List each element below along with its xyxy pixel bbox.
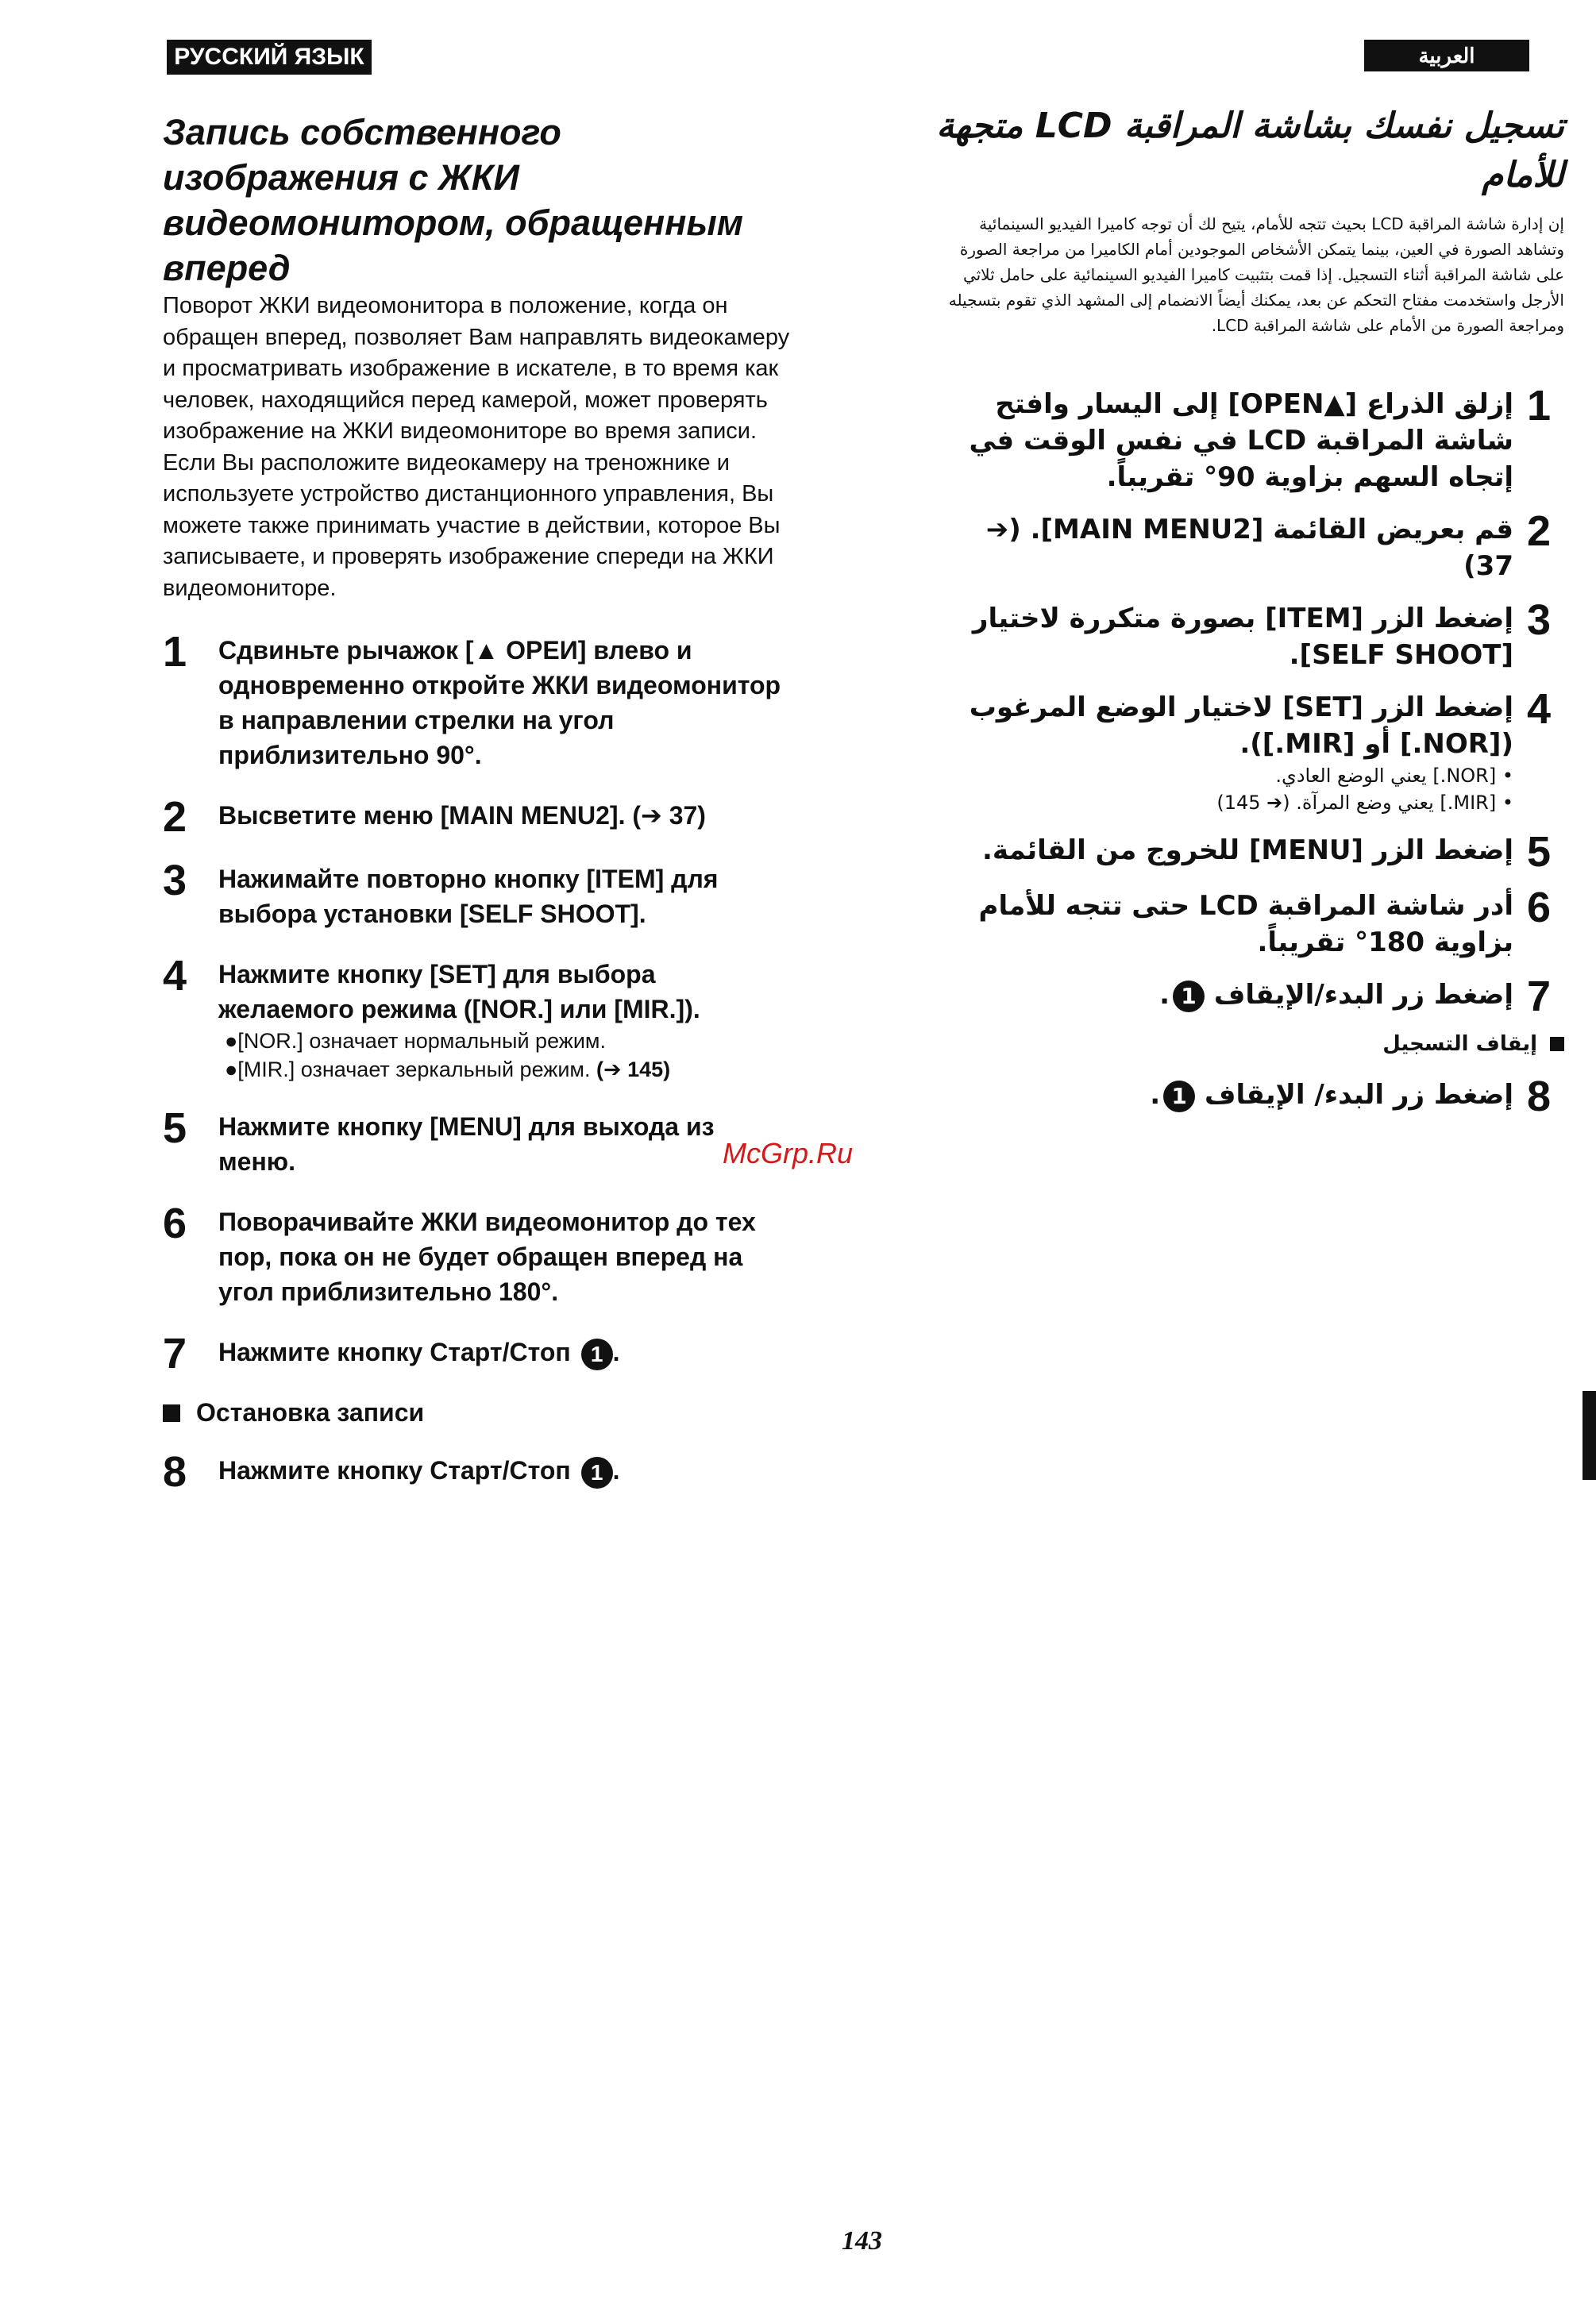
step-text-label: Нажмите кнопку Старт/Стоп (218, 1456, 571, 1485)
ar-step-1 (929, 382, 1564, 495)
step-number: 6 (163, 1200, 187, 1247)
step-number: 7 (1526, 973, 1552, 1020)
square-bullet-icon (163, 1404, 180, 1422)
ar-step-6 (929, 884, 1564, 961)
ru-step-7 (163, 1330, 798, 1377)
step-number: 1 (1526, 382, 1552, 430)
note-nor: • [NOR.] يعني الوضع العادي. (1275, 765, 1513, 787)
step-text: إزلق الذراع [▲OPEN] إلى اليسار وافتح شاشة المراقبة LCD في نفس الوقت في إتجاه السهم بزاوية 90° تقريباً. (969, 388, 1513, 493)
watermark: McGrp.Ru (723, 1137, 854, 1169)
step-text: Поворачивайте ЖКИ видеомонитор до тех пор, пока он не будет обращен вперед на угол приблизительно 180°. (218, 1208, 756, 1306)
ru-step-3 (163, 857, 798, 931)
step-number: 6 (1526, 884, 1552, 931)
step-number: 5 (163, 1104, 187, 1152)
stop-heading-text: إيقاف التسجيل (1382, 1032, 1537, 1056)
step-text: إضغط الزر [MENU] للخروج من القائمة. (982, 834, 1513, 866)
step-number: 8 (163, 1448, 187, 1496)
ru-step-2 (163, 793, 798, 841)
page-reference: (➔ 145) (596, 1058, 671, 1081)
step-number: 2 (163, 793, 187, 841)
step-text: إضغط زر البدء/الإيقاف 1. (1159, 979, 1513, 1011)
note-mir-text: ●[MIR.] означает зеркальный режим. (225, 1058, 591, 1081)
ar-intro: إن إدارة شاشة المراقبة LCD بحيث تتجه للأمام، يتيح لك أن توجه كاميرا الفيديو السينمائية وتشاهد الصورة في العين، بينما يتمكن الأشخاص الموجودين أمام الكاميرا من مراجعة الصورة على شاشة المراقبة أثناء التسجيل. إذا قمت بتثبيت كاميرا الفيديو السينمائية على حامل ثلاثي الأرجل واستخدمت مفتاح التحكم عن بعد، يمكنك أيضاً الانضمام إلى المشهد الذي تقوم بتسجيله ومراجعة الصورة من الأمام على شاشة المراقبة LCD. (948, 214, 1564, 335)
language-badge-ru: РУССКИЙ ЯЗЫК (167, 40, 372, 75)
step-number: 1 (163, 628, 187, 676)
ar-step-7 (929, 973, 1564, 1020)
ru-stop-heading (163, 1398, 798, 1427)
ar-stop-heading (929, 1032, 1564, 1056)
circled-number-icon: 1 (1163, 1081, 1195, 1112)
ar-step-5 (929, 828, 1564, 876)
step-text-label: إضغط زر البدء/الإيقاف (1213, 979, 1513, 1011)
ar-step-8 (929, 1073, 1564, 1120)
ru-intro: Поворот ЖКИ видеомонитора в положение, когда он обращен вперед, позволяет Вам направлять видеокамеру и просматривать изображение в искателе, в то время как человек, находящийся перед камерой, может проверять изображение на ЖКИ видеомониторе во время записи. Если Вы расположите видеокамеру на треножнике и используете устройство дистанционного управления, Вы можете также принимать участие в действии, которое Вы записываете, и проверять изображение спереди на ЖКИ видеомониторе. (163, 293, 790, 601)
language-badge-ar: العربية (1364, 40, 1529, 71)
step-text-label: Нажмите кнопку Старт/Стоп (218, 1338, 571, 1366)
step-text: Высветите меню [MAIN MENU2]. (➔ 37) (218, 801, 706, 830)
ar-title: تسجيل نفسك بشاشة المراقبة LCD متجهة للأمام (936, 106, 1564, 195)
ar-step-4 (929, 685, 1564, 816)
ru-step-4 (163, 952, 798, 1084)
step-text: Нажмите кнопку [MENU] для выхода из меню. (218, 1112, 715, 1176)
step-text: Нажмите кнопку Старт/Стоп 1 . (218, 1453, 798, 1489)
note-mir: • [MIR.] يعني وضع المرآة. (➔ 145) (1216, 792, 1513, 814)
ru-title: Запись собственного изображения с ЖКИ видеомонитором, обращенным вперед (163, 112, 744, 288)
side-tab-marker (1583, 1391, 1596, 1480)
ru-step-8 (163, 1448, 798, 1496)
ru-step-1 (163, 628, 798, 772)
step-number: 5 (1526, 828, 1552, 876)
ar-step-3 (929, 596, 1564, 673)
circled-number-icon: 1 (1173, 981, 1205, 1012)
russian-column (163, 110, 798, 1516)
ru-step-6 (163, 1200, 798, 1309)
step-text: إضغط الزر [SET] لاختيار الوضع المرغوب ([NOR.] أو [MIR.]). (969, 692, 1513, 760)
step-number: 4 (1526, 685, 1552, 733)
page-number: 143 (842, 2226, 882, 2256)
step-text: إضغط الزر [ITEM] بصورة متكررة لاختيار [SELF SHOOT]. (972, 603, 1513, 671)
square-bullet-icon (1550, 1037, 1564, 1051)
ar-step-2 (929, 507, 1564, 584)
note-nor: ●[NOR.] означает нормальный режим. (225, 1029, 606, 1053)
note-mir (218, 1055, 798, 1084)
step-text: إضغط زر البدء/ الإيقاف 1. (1150, 1079, 1513, 1111)
step-number: 2 (1526, 507, 1552, 555)
step-number: 4 (163, 952, 187, 1000)
step-text: Нажмите кнопку Старт/Стоп 1 . (218, 1335, 798, 1370)
step-number: 8 (1526, 1073, 1552, 1120)
step-text: Нажмите кнопку [SET] для выбора желаемого режима ([NOR.] или [MIR.]). (218, 960, 700, 1023)
step-number: 3 (1526, 596, 1552, 644)
ru-step-5 (163, 1104, 798, 1179)
step-text: أدر شاشة المراقبة LCD حتى تتجه للأمام بزاوية 180° تقريباً. (978, 890, 1513, 958)
circled-number-icon: 1 (581, 1457, 613, 1489)
step-text: Сдвиньте рычажок [▲ ОРЕИ] влево и одновременно откройте ЖКИ видеомонитор в направлении стрелки на угол приблизительно 90°. (218, 636, 781, 769)
step-number: 7 (163, 1330, 187, 1377)
circled-number-icon: 1 (581, 1339, 613, 1370)
step-text: قم بعريض القائمة [MAIN MENU2]. (➔ 37) (985, 514, 1513, 582)
arabic-column (929, 102, 1564, 1132)
step-number: 3 (163, 857, 187, 904)
stop-heading-text: Остановка записи (196, 1398, 425, 1427)
step-text: Нажимайте повторно кнопку [ITEM] для выбора установки [SELF SHOOT]. (218, 865, 719, 928)
step-text-label: إضغط زر البدء/ الإيقاف (1205, 1079, 1513, 1111)
